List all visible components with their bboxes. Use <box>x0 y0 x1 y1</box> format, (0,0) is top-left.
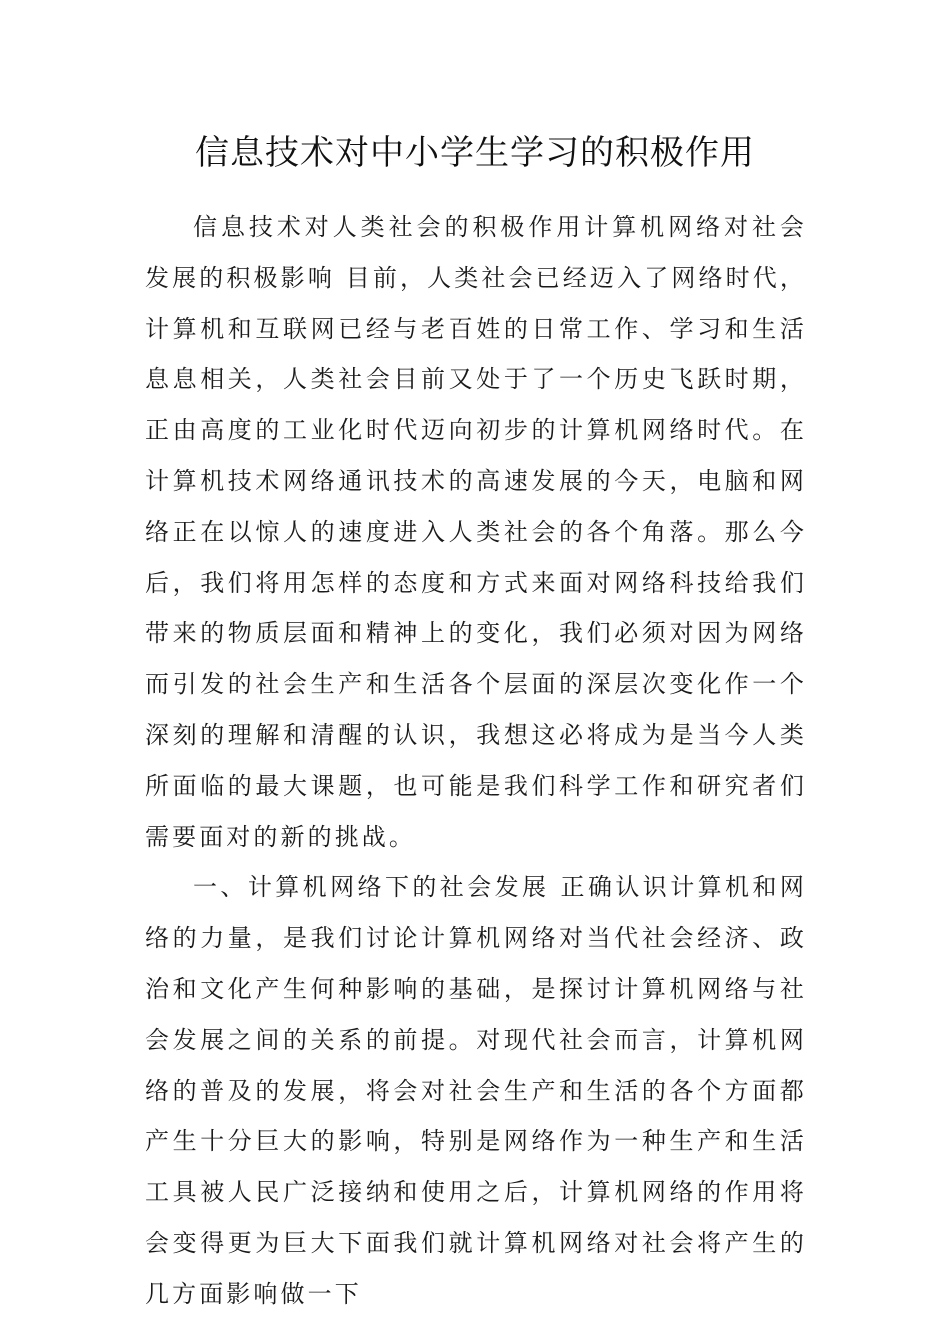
paragraph-1: 信息技术对人类社会的积极作用计算机网络对社会发展的积极影响 目前，人类社会已经迈入了网络时代，计算机和互联网已经与老百姓的日常工作、学习和生活息息相关，人类社会目前又处于了一个历史飞跃时期，正由高度的工业化时代迈向初步的计算机网络时代。在计算机技术网络通讯技术的高速发展的今天，电脑和网络正在以惊人的速度进入人类社会的各个角落。那么今后，我们将用怎样的态度和方式来面对网络科技给我们带来的物质层面和精神上的变化，我们必须对因为网络而引发的社会生产和生活各个层面的深层次变化作一个深刻的理解和清醒的认识，我想这必将成为是当今人类所面临的最大课题，也可能是我们科学工作和研究者们需要面对的新的挑战。 <box>145 213 807 851</box>
paragraph-2: 一、计算机网络下的社会发展 正确认识计算机和网络的力量，是我们讨论计算机网络对当代社会经济、政治和文化产生何种影响的基础，是探讨计算机网络与社会发展之间的关系的前提。对现代社会而言，计算机网络的普及的发展，将会对社会生产和生活的各个方面都产生十分巨大的影响，特别是网络作为一种生产和生活工具被人民广泛接纳和使用之后，计算机网络的作用将会变得更为巨大下面我们就计算机网络对社会将产生的几方面影响做一下 <box>145 873 807 1308</box>
document-body <box>145 202 807 1320</box>
document-title: 信息技术对中小学生学习的积极作用 <box>195 133 755 173</box>
